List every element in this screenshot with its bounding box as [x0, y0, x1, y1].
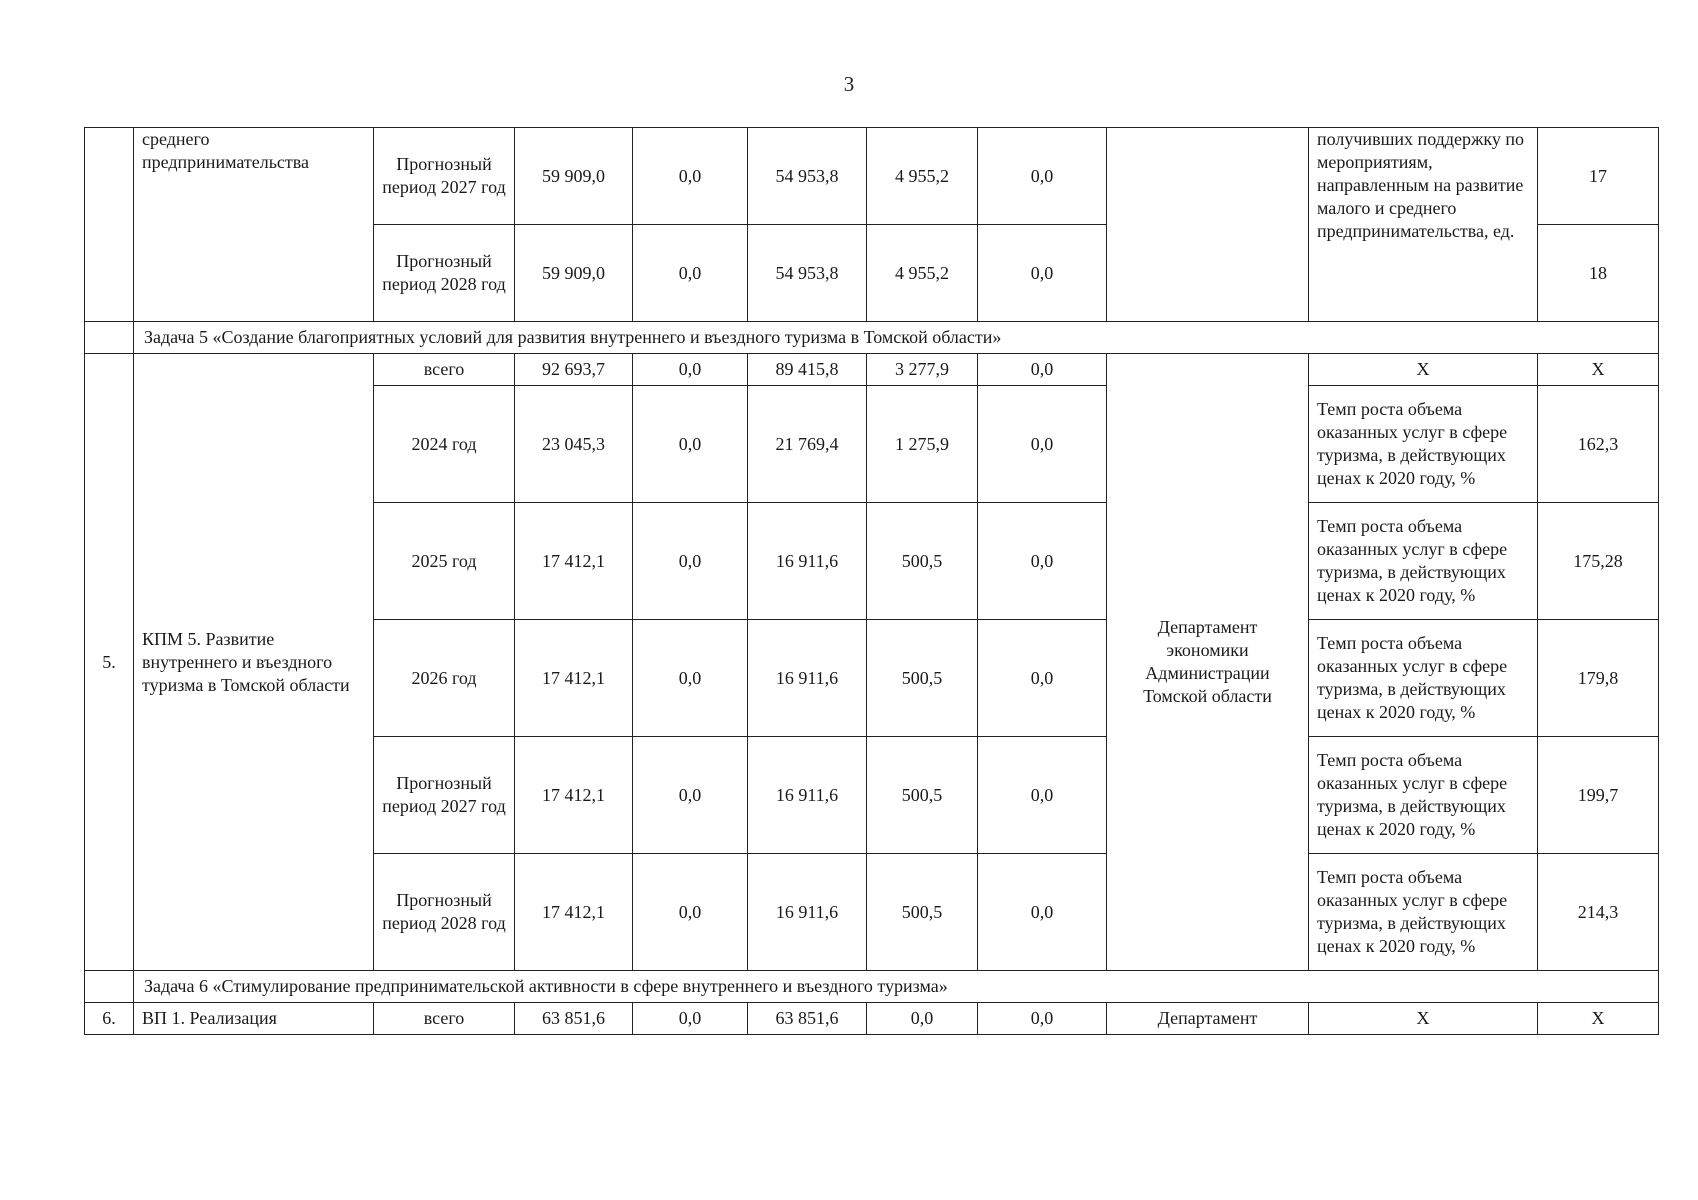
total-cell: 17 412,1 — [515, 620, 633, 737]
row-number-cell — [85, 322, 134, 354]
total-cell: 23 045,3 — [515, 386, 633, 503]
indicator-cell: получивших поддержку по мероприятиям, направленным на развитие малого и среднего предпринимательства, ед. — [1309, 128, 1538, 322]
other-cell: 0,0 — [978, 1003, 1107, 1035]
indicator-cell: Темп роста объема оказанных услуг в сфере туризма, в действующих ценах к 2020 году, % — [1309, 386, 1538, 503]
row-number-cell — [85, 128, 134, 322]
municipal-cell: 500,5 — [867, 737, 978, 854]
indicator-value-cell: 179,8 — [1538, 620, 1659, 737]
indicator-cell: Х — [1309, 354, 1538, 386]
other-cell: 0,0 — [978, 854, 1107, 971]
other-cell: 0,0 — [978, 354, 1107, 386]
executor-cell: Департамент экономики Администрации Томской области — [1107, 354, 1309, 971]
total-cell: 17 412,1 — [515, 737, 633, 854]
indicator-cell: Темп роста объема оказанных услуг в сфере туризма, в действующих ценах к 2020 году, % — [1309, 737, 1538, 854]
table-row — [85, 128, 1659, 225]
federal-cell: 0,0 — [633, 620, 748, 737]
municipal-cell: 0,0 — [867, 1003, 978, 1035]
row-number-cell: 6. — [85, 1003, 134, 1035]
program-table — [84, 127, 1659, 1035]
indicator-cell: Темп роста объема оказанных услуг в сфере туризма, в действующих ценах к 2020 году, % — [1309, 620, 1538, 737]
other-cell: 0,0 — [978, 503, 1107, 620]
other-cell: 0,0 — [978, 128, 1107, 225]
total-cell: 17 412,1 — [515, 854, 633, 971]
regional-cell: 16 911,6 — [748, 620, 867, 737]
total-cell: 92 693,7 — [515, 354, 633, 386]
regional-cell: 89 415,8 — [748, 354, 867, 386]
regional-cell: 16 911,6 — [748, 737, 867, 854]
regional-cell: 63 851,6 — [748, 1003, 867, 1035]
total-cell: 59 909,0 — [515, 128, 633, 225]
federal-cell: 0,0 — [633, 737, 748, 854]
municipal-cell: 500,5 — [867, 620, 978, 737]
municipal-cell: 4 955,2 — [867, 128, 978, 225]
period-cell: 2024 год — [374, 386, 515, 503]
indicator-value-cell: 199,7 — [1538, 737, 1659, 854]
indicator-cell: Темп роста объема оказанных услуг в сфере туризма, в действующих ценах к 2020 году, % — [1309, 503, 1538, 620]
municipal-cell: 3 277,9 — [867, 354, 978, 386]
other-cell: 0,0 — [978, 620, 1107, 737]
period-cell: Прогнозный период 2028 год — [374, 225, 515, 322]
regional-cell: 21 769,4 — [748, 386, 867, 503]
total-cell: 59 909,0 — [515, 225, 633, 322]
federal-cell: 0,0 — [633, 854, 748, 971]
federal-cell: 0,0 — [633, 225, 748, 322]
period-cell: всего — [374, 354, 515, 386]
municipal-cell: 1 275,9 — [867, 386, 978, 503]
federal-cell: 0,0 — [633, 503, 748, 620]
table-row — [85, 1003, 1659, 1035]
task-row — [85, 322, 1659, 354]
activity-name-cell: КПМ 5. Развитие внутреннего и въездного туризма в Томской области — [134, 354, 374, 971]
municipal-cell: 500,5 — [867, 503, 978, 620]
indicator-value-cell: 214,3 — [1538, 854, 1659, 971]
federal-cell: 0,0 — [633, 1003, 748, 1035]
executor-cell: Департамент — [1107, 1003, 1309, 1035]
period-cell: всего — [374, 1003, 515, 1035]
period-cell: Прогнозный период 2027 год — [374, 737, 515, 854]
indicator-value-cell: 17 — [1538, 128, 1659, 225]
other-cell: 0,0 — [978, 386, 1107, 503]
task-5-title: Задача 5 «Создание благоприятных условий для развития внутреннего и въездного туризма в Томской области» — [134, 322, 1659, 354]
regional-cell: 16 911,6 — [748, 854, 867, 971]
period-cell: Прогнозный период 2027 год — [374, 128, 515, 225]
indicator-value-cell: 175,28 — [1538, 503, 1659, 620]
regional-cell: 54 953,8 — [748, 128, 867, 225]
indicator-value-cell: Х — [1538, 354, 1659, 386]
indicator-cell: Темп роста объема оказанных услуг в сфере туризма, в действующих ценах к 2020 году, % — [1309, 854, 1538, 971]
indicator-cell: Х — [1309, 1003, 1538, 1035]
regional-cell: 54 953,8 — [748, 225, 867, 322]
page-number: 3 — [843, 72, 855, 96]
federal-cell: 0,0 — [633, 128, 748, 225]
regional-cell: 16 911,6 — [748, 503, 867, 620]
executor-cell — [1107, 128, 1309, 322]
task-6-title: Задача 6 «Стимулирование предпринимательской активности в сфере внутреннего и въездного туризма» — [134, 971, 1659, 1003]
task-row — [85, 971, 1659, 1003]
indicator-value-cell: Х — [1538, 1003, 1659, 1035]
other-cell: 0,0 — [978, 225, 1107, 322]
row-number-cell: 5. — [85, 354, 134, 971]
table-row — [85, 354, 1659, 386]
period-cell: 2026 год — [374, 620, 515, 737]
indicator-value-cell: 162,3 — [1538, 386, 1659, 503]
activity-name-cell: ВП 1. Реализация — [134, 1003, 374, 1035]
activity-name-cell: среднего предпринимательства — [134, 128, 374, 322]
federal-cell: 0,0 — [633, 354, 748, 386]
period-cell: Прогнозный период 2028 год — [374, 854, 515, 971]
federal-cell: 0,0 — [633, 386, 748, 503]
row-number-cell — [85, 971, 134, 1003]
indicator-value-cell: 18 — [1538, 225, 1659, 322]
municipal-cell: 500,5 — [867, 854, 978, 971]
other-cell: 0,0 — [978, 737, 1107, 854]
total-cell: 17 412,1 — [515, 503, 633, 620]
municipal-cell: 4 955,2 — [867, 225, 978, 322]
total-cell: 63 851,6 — [515, 1003, 633, 1035]
period-cell: 2025 год — [374, 503, 515, 620]
